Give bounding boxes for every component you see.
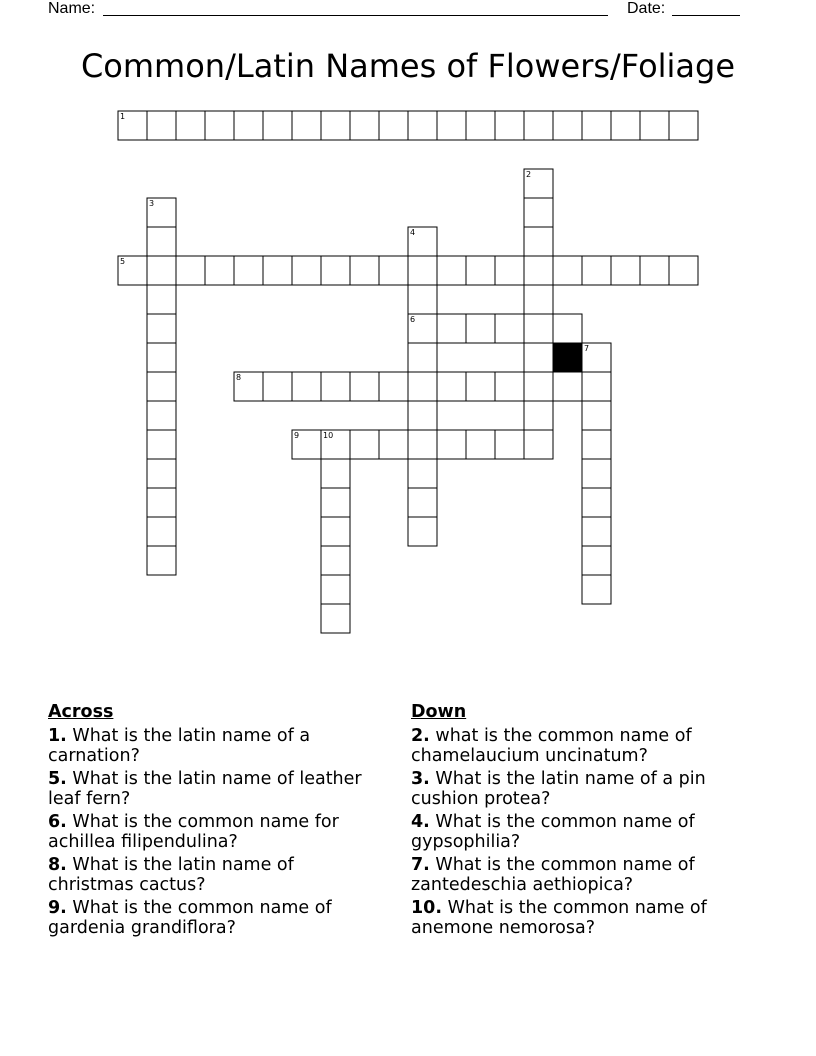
grid-cell[interactable] [147,517,176,546]
grid-cell[interactable] [553,372,582,401]
grid-cell[interactable] [292,111,321,140]
grid-cell[interactable] [611,256,640,285]
grid-cell[interactable] [147,546,176,575]
grid-cell[interactable] [379,111,408,140]
grid-cell[interactable] [321,517,350,546]
grid-cell[interactable] [408,430,437,459]
page-title: Common/Latin Names of Flowers/Foliage [80,47,736,85]
grid-cell[interactable] [321,604,350,633]
grid-cell[interactable] [437,256,466,285]
grid-cell[interactable] [147,488,176,517]
grid-cell[interactable] [234,256,263,285]
grid-cell[interactable] [466,314,495,343]
clue-text: What is the common name of zantedeschia aethiopica? [411,855,695,895]
grid-cell[interactable] [379,430,408,459]
grid-cell[interactable] [321,459,350,488]
clue-number-label-9: 9 [294,431,300,440]
clue-number-label-5: 5 [120,257,126,266]
grid-cell[interactable] [408,343,437,372]
clue-number-label-6: 6 [410,315,416,324]
grid-cell[interactable] [350,430,379,459]
grid-cell[interactable] [263,256,292,285]
down-clues [411,702,741,941]
grid-cell[interactable] [176,111,205,140]
clue-number: 1. [48,726,67,746]
grid-cell[interactable] [495,111,524,140]
grid-cell[interactable] [321,546,350,575]
grid-cell[interactable] [205,256,234,285]
clue-across-5 [48,769,378,809]
clue-number: 9. [48,898,67,918]
grid-cell[interactable] [466,111,495,140]
grid-cell[interactable] [350,372,379,401]
grid-cell[interactable] [321,372,350,401]
clue-across-8 [48,855,378,895]
grid-cell[interactable] [437,111,466,140]
clue-number: 10. [411,898,443,918]
down-heading: Down [411,702,467,722]
grid-cell[interactable] [582,430,611,459]
grid-cell[interactable] [582,546,611,575]
grid-cell[interactable] [408,488,437,517]
grid-cell[interactable] [234,111,263,140]
grid-cell[interactable] [524,285,553,314]
grid-cell[interactable] [147,343,176,372]
clue-text: What is the latin name of leather leaf fern? [48,769,362,809]
clue-text: What is the common name of gypsophilia? [411,812,695,852]
grid-cell[interactable] [495,256,524,285]
grid-cell[interactable] [147,372,176,401]
grid-cell[interactable] [321,488,350,517]
grid-cell[interactable] [524,372,553,401]
clue-text: What is the common name for achillea filipendulina? [48,812,339,852]
grid-cell[interactable] [147,285,176,314]
grid-cell[interactable] [640,111,669,140]
grid-cell[interactable] [408,256,437,285]
grid-cell[interactable] [408,459,437,488]
clue-down-3 [411,769,741,809]
clue-number-label-3: 3 [149,199,155,208]
grid-cell[interactable] [147,430,176,459]
grid-cell[interactable] [495,372,524,401]
clue-number-label-8: 8 [236,373,242,382]
grid-cell[interactable] [553,256,582,285]
black-grid-cell [553,343,582,372]
grid-cell[interactable] [582,401,611,430]
clue-number: 3. [411,769,430,789]
clue-text: What is the latin name of a carnation? [48,726,311,766]
grid-cell[interactable] [466,430,495,459]
clue-number-label-4: 4 [410,228,416,237]
grid-cell[interactable] [466,256,495,285]
grid-cell[interactable] [524,314,553,343]
clue-number-label-10: 10 [323,431,334,440]
grid-cell[interactable] [350,256,379,285]
grid-cell[interactable] [495,430,524,459]
clue-across-1 [48,726,378,766]
grid-cell[interactable] [582,111,611,140]
grid-cell[interactable] [437,314,466,343]
clue-number: 5. [48,769,67,789]
grid-cell[interactable] [524,401,553,430]
grid-cell[interactable] [408,111,437,140]
grid-cell[interactable] [263,372,292,401]
clue-number: 7. [411,855,430,875]
clue-down-10 [411,898,741,938]
grid-cell[interactable] [553,314,582,343]
grid-cell[interactable] [147,227,176,256]
grid-cell[interactable] [321,256,350,285]
grid-cell[interactable] [379,256,408,285]
clue-down-7 [411,855,741,895]
across-clues [48,702,378,941]
grid-cell[interactable] [524,111,553,140]
grid-cell[interactable] [408,517,437,546]
grid-cell[interactable] [292,372,321,401]
grid-cell[interactable] [437,372,466,401]
grid-cell[interactable] [147,314,176,343]
clue-down-4 [411,812,741,852]
grid-cell[interactable] [611,111,640,140]
grid-cell[interactable] [582,372,611,401]
grid-cell[interactable] [669,111,698,140]
grid-cell[interactable] [524,198,553,227]
clue-across-9 [48,898,378,938]
clue-number-label-2: 2 [526,170,532,179]
grid-cell[interactable] [350,111,379,140]
clue-number: 4. [411,812,430,832]
grid-cell[interactable] [408,285,437,314]
clue-text: What is the latin name of christmas cactus? [48,855,294,895]
grid-cell[interactable] [292,256,321,285]
date-label: Date: [627,0,666,17]
clue-text: What is the latin name of a pin cushion protea? [411,769,706,809]
grid-cell[interactable] [582,459,611,488]
grid-cell[interactable] [466,372,495,401]
clue-number: 2. [411,726,430,746]
grid-cell[interactable] [408,401,437,430]
grid-cell[interactable] [582,517,611,546]
grid-cell[interactable] [147,256,176,285]
grid-cell[interactable] [321,575,350,604]
grid-cell[interactable] [524,227,553,256]
clue-text: What is the common name of anemone nemorosa? [411,898,707,938]
grid-cell[interactable] [582,488,611,517]
grid-cell[interactable] [437,430,466,459]
grid-cell[interactable] [379,372,408,401]
clue-number-label-1: 1 [120,112,126,121]
clue-across-6 [48,812,378,852]
clue-text: What is the common name of gardenia grandiflora? [48,898,332,938]
grid-cell[interactable] [147,459,176,488]
clue-number: 6. [48,812,67,832]
clue-text: what is the common name of chamelaucium uncinatum? [411,726,692,766]
clue-number: 8. [48,855,67,875]
grid-cell[interactable] [582,256,611,285]
grid-cell[interactable] [495,314,524,343]
grid-cell[interactable] [147,111,176,140]
clue-down-2 [411,726,741,766]
grid-cell[interactable] [205,111,234,140]
name-label: Name: [48,0,96,17]
grid-cell[interactable] [669,256,698,285]
grid-cell[interactable] [524,430,553,459]
grid-cell[interactable] [321,111,350,140]
grid-cell[interactable] [408,372,437,401]
grid-cell[interactable] [524,343,553,372]
clue-number-label-7: 7 [584,344,590,353]
grid-cell[interactable] [640,256,669,285]
across-heading: Across [48,702,114,722]
grid-cell[interactable] [263,111,292,140]
grid-cell[interactable] [147,401,176,430]
grid-cell[interactable] [524,256,553,285]
grid-cell[interactable] [553,111,582,140]
grid-cell[interactable] [582,575,611,604]
grid-cell[interactable] [176,256,205,285]
